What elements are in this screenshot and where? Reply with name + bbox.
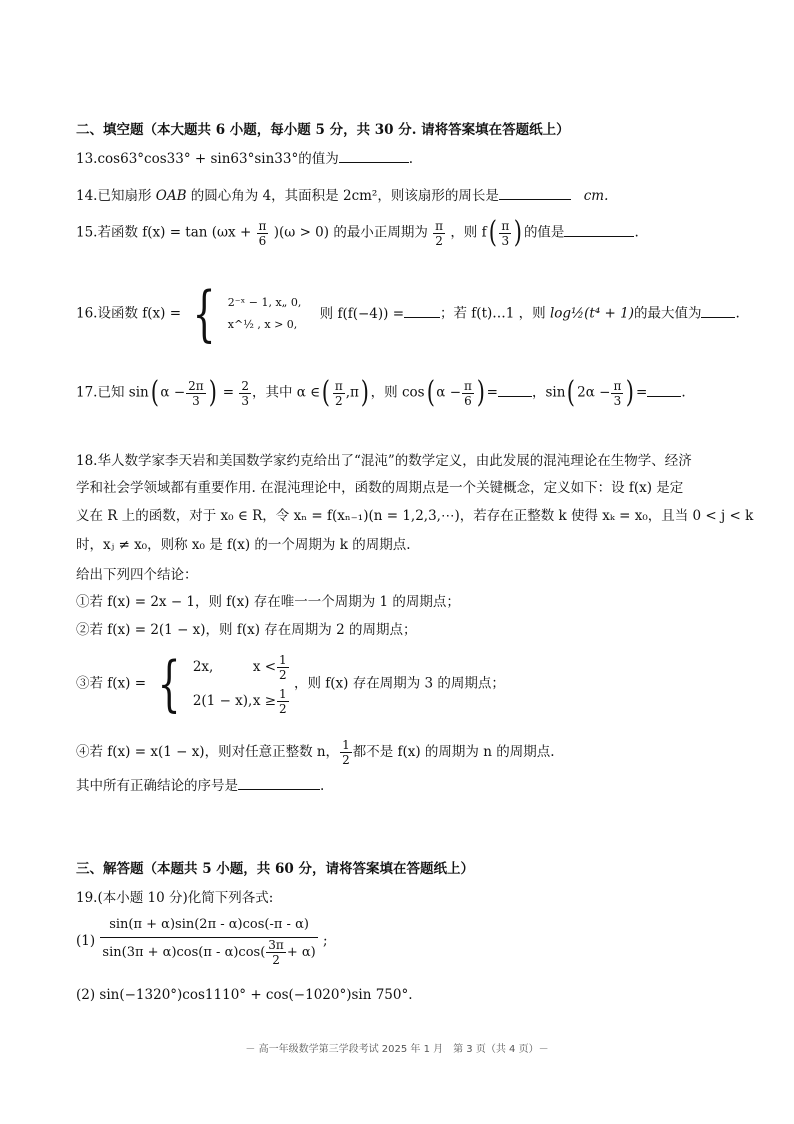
q17-pre: 17.已知 sin [76, 384, 149, 401]
q16-answer-blank-1 [404, 305, 440, 318]
q19-part-2: (2) sin(−1320°)cos1110° + cos(−1020°)sin 750°. [76, 987, 413, 1003]
q18-conclusion-4: ④若 f(x) = x(1 − x)，则对任意正整数 n， $\frac{1}{2}$ 都不是 f(x) 的周期为 n 的周期点. [76, 738, 555, 767]
question-13 [76, 150, 413, 168]
q18-conclusion-3: ③若 f(x) = { 2x, x < $\frac{1}{2}$ 2(1 − x),x ≥ $\frac{1}{2}$ ，则 f(x) 存在周期为 3 的周期点； [76, 649, 505, 719]
q15-frac-3: $\frac{\pi}{3}$ [501, 218, 510, 248]
q13-end: . [408, 151, 414, 167]
q18-line-3: 义在 R 上的函数，对于 x₀ ∈ R，令 xₙ = f(xₙ₋₁)(n = 1,2,3,⋯)，若存在正整数 k 使得 xₖ = x₀，且当 0 < j < k [76, 508, 754, 524]
q16-pre: 16.设函数 f(x) = [76, 305, 182, 322]
q15-pre: 15.若函数 f(x) = tan (ωx + [76, 224, 252, 241]
q15-frac-2: $\frac{\pi}{2}$ [435, 218, 444, 248]
q15-mid2: ，则 f [450, 224, 487, 241]
q15-mid: )(ω > 0) 的最小正周期为 [273, 224, 428, 241]
q13-answer-blank [339, 150, 409, 163]
question-16: 16.设函数 f(x) = { 2⁻ˣ − 1, x„ 0, x^½ , x > 0, 则 f(f(−4)) = ；若 f(t)…1 ，则 log½(t⁴ + 1)的最大值为 . [76, 279, 740, 349]
q18-line-2: 学和社会学领域都有重要作用. 在混沌理论中，函数的周期点是一个关键概念，定义如下：设 f(x) 是定 [76, 480, 684, 496]
q18-conclusion-1: ①若 f(x) = 2x − 1，则 f(x) 存在唯一一个周期为 1 的周期点； [76, 594, 460, 610]
q18-line-4: 时，xⱼ ≠ x₀，则称 x₀ 是 f(x) 的一个周期为 k 的周期点. [76, 537, 411, 553]
q17-answer-blank-1 [498, 384, 532, 397]
q18-intro: 给出下列四个结论： [76, 567, 198, 583]
question-15: 15.若函数 f(x) = tan (ωx + $\frac{\pi}{6}$ )(ω > 0) 的最小正周期为 $\frac{\pi}{2}$ ，则 f( $\frac{\pi}{3}$ ) 的值是 . [76, 215, 639, 250]
q13-text: 的值为 [298, 151, 339, 167]
q13-number: 13. [76, 151, 98, 167]
q19-heading: 19.(本小题 10 分)化简下列各式: [76, 890, 274, 906]
q14-unit: cm. [583, 188, 609, 204]
q16-cases: 2⁻ˣ − 1, x„ 0, x^½ , x > 0, [227, 296, 302, 331]
q16-brace: { [192, 279, 216, 349]
q14-text: 的圆心角为 4，其面积是 2cm²，则该扇形的周长是 [186, 188, 499, 204]
q16-tail: 的最大值为 [633, 305, 702, 322]
q17-answer-blank-2 [647, 384, 681, 397]
question-14 [76, 187, 608, 205]
section-2-heading: 二、填空题（本大题共 6 小题，每小题 5 分，共 30 分. 请将答案填在答题纸上） [76, 122, 570, 138]
q19-part-1-fraction: sin(π + α)sin(2π - α)cos(-π - α) sin(3π + α)cos(π - α)cos( $\frac{3\pi}{2}$ + α) [102, 917, 316, 967]
q14-answer-blank [499, 187, 571, 200]
question-17: 17.已知 sin( α − $\frac{2\pi}{3}$ ) = $\frac{2}{3}$ ，其中 α ∈( $\frac{\pi}{2}$ ,π) ，则 cos( α − $\frac{\pi}{6}$ ) = ，sin( 2α − $\frac{\pi}{3}$ ) = . [76, 375, 686, 410]
q16-answer-blank-2 [701, 305, 735, 318]
q18-answer-blank [238, 777, 320, 790]
q16-log: log½(t⁴ + 1) [549, 305, 634, 322]
q18-line-1: 18.华人数学家李天岩和美国数学家约克给出了“混沌”的数学定义，由此发展的混沌理论在生物学、经济 [76, 453, 692, 469]
q19-part-1: (1) sin(π + α)sin(2π - α)cos(-π - α) sin(3π + α)cos(π - α)cos( $\frac{3\pi}{2}$ + α) ; [76, 917, 328, 967]
q15-text: 的值是 [523, 224, 565, 241]
section-3-heading: 三、解答题（本题共 5 小题，共 60 分，请将答案填在答题纸上） [76, 861, 474, 877]
q14-var: OAB [155, 188, 187, 204]
q16-mid2: ；若 f(t)…1 ，则 [440, 305, 546, 322]
q15-frac-1: $\frac{\pi}{6}$ [258, 218, 267, 248]
q18-question: 其中所有正确结论的序号是 . [76, 778, 325, 794]
q15-answer-blank [564, 224, 634, 237]
q13-expression: cos63°cos33° + sin63°sin33° [97, 151, 299, 167]
page-footer: － 高一年级数学第三学段考试 2025 年 1 月 第 3 页（共 4 页）－ [245, 1044, 549, 1055]
q14-pre: 14.已知扇形 [76, 188, 156, 204]
q18-conclusion-2: ②若 f(x) = 2(1 − x)，则 f(x) 存在周期为 2 的周期点； [76, 622, 417, 638]
q16-mid: 则 f(f(−4)) = [319, 305, 405, 322]
